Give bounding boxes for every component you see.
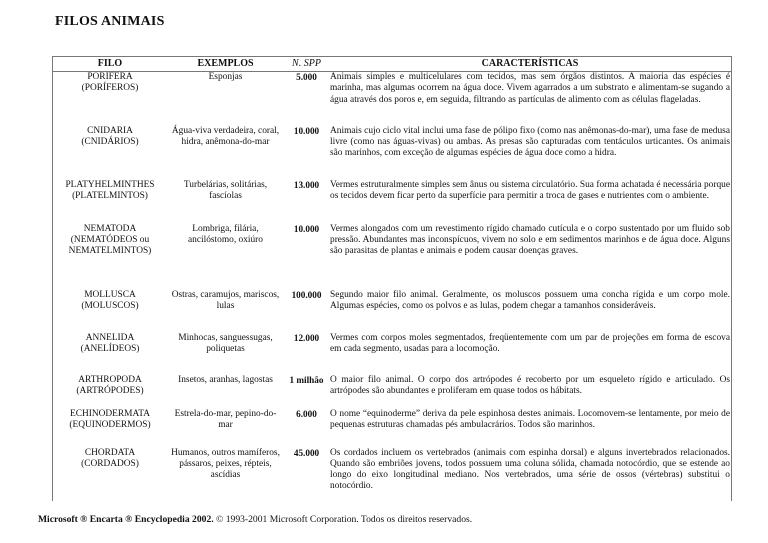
cell-caracteristicas: Os cordados incluem os vertebrados (animais com espinha dorsal) e alguns invertebrados relacionados. Quando são embriões jovens, todos possuem uma coluna sólida, chamada notocórdio, que se estende ao longo do eixo longitudinal mediano. Nos vertebrados, uma série de ossos (vértebras) substitui o notocórdio. (330, 447, 730, 492)
phyla-table (53, 57, 731, 504)
cell-nspp: 13.000 (293, 179, 320, 190)
header-nspp: N. SPP (284, 57, 329, 72)
table-row (53, 333, 731, 375)
filo-latin-name: NEMATODA (83, 223, 137, 234)
cell-exemplos: Ostras, caramujos, mariscos, lulas (171, 289, 280, 311)
table-row (53, 409, 731, 448)
cell-nspp: 1 milhão (289, 374, 324, 385)
cell-exemplos: Humanos, outros mamíferos, pássaros, peixes, répteis, ascídias (171, 447, 280, 481)
cell-caracteristicas: O nome “equinoderme” deriva da pele espinhosa destes animais. Locomovem-se lentamente, por meio de pequenas estruturas chamadas pés ambulacrários. Todos são marinhos. (330, 408, 730, 430)
cell-filo (53, 224, 167, 290)
filo-common-name: (EQUINODERMOS) (69, 419, 151, 430)
cell-nspp: 45.000 (293, 447, 320, 458)
filo-common-name: (MOLUSCOS) (81, 300, 139, 311)
footer-copyright: © 1993-2001 Microsoft Corporation. Todos os direitos reservados. (216, 514, 473, 525)
table-row (53, 290, 731, 333)
cell-caracteristicas: Vermes alongados com um revestimento rígido chamado cutícula e o corpo sustentado por um fluido sob pressão. Abundantes mas inconspícuos, vivem no solo e em sedimentos marinhos e de água doce. Alguns são parasitas de plantas e animais e podem causar doenças graves. (330, 223, 730, 257)
cell-filo (53, 333, 167, 375)
cell-filo (53, 290, 167, 333)
header-exemplos: EXEMPLOS (167, 57, 284, 72)
header-caracteristicas: CARACTERÍSTICAS (329, 57, 731, 72)
cell-nspp: 10.000 (293, 223, 320, 234)
table-row (53, 126, 731, 180)
cell-nspp: 12.000 (293, 332, 320, 343)
table-row (53, 448, 731, 504)
cell-caracteristicas: Segundo maior filo animal. Geralmente, os moluscos possuem uma concha rígida e um corpo mole. Algumas espécies, como os polvos e as lulas, podem chegar a tamanhos consideráveis. (330, 289, 730, 311)
cell-nspp: 100.000 (291, 289, 322, 300)
cell-exemplos: Turbelárias, solitárias, fascíolas (183, 179, 268, 201)
filo-latin-name: CNIDARIA (87, 125, 133, 136)
filo-common-name: (PORÍFEROS) (81, 83, 139, 94)
cell-exemplos: Minhocas, sanguessugas, poliquetas (178, 332, 273, 354)
cell-exemplos: Insetos, aranhas, lagostas (178, 374, 273, 385)
cell-nspp: 5.000 (296, 72, 317, 83)
table-row (53, 180, 731, 224)
page-title: FILOS ANIMAIS (55, 14, 165, 29)
filo-common-name: (ANELÍDEOS) (80, 343, 140, 354)
filo-latin-name: PORIFERA (87, 72, 133, 83)
cell-filo (53, 448, 167, 504)
cell-exemplos: Estrela-do-mar, pepino-do-mar (174, 408, 277, 430)
filo-common-name: (ARTRÓPODES) (76, 385, 144, 396)
filo-common-name: (NEMATÓDEOS ou NEMATELMINTOS) (68, 234, 152, 257)
table-header-row (53, 57, 731, 72)
footer-source: Microsoft ® Encarta ® Encyclopedia 2002. (38, 514, 214, 525)
cell-exemplos: Esponjas (208, 72, 243, 83)
filo-common-name: (PLATELMINTOS) (72, 190, 148, 201)
cell-filo (53, 375, 167, 409)
cell-filo (53, 72, 167, 126)
table-row (53, 375, 731, 409)
cell-filo (53, 126, 167, 180)
cell-exemplos: Lombriga, filária, ancilóstomo, oxiúro (188, 223, 263, 245)
filo-latin-name: PLATYHELMINTHES (65, 179, 155, 190)
filo-common-name: (CORDADOS) (81, 458, 139, 469)
cell-caracteristicas: Animais simples e multicelulares com tecidos, mas sem órgãos distintos. A maioria das espécies é marinha, mas algumas ocorrem na água doce. Vivem agarrados a um substrato e alimentam-se sugando a água através dos poros e, em seguida, filtrando as partículas de alimento com as células flageladas. (330, 72, 730, 105)
cell-nspp: 10.000 (293, 125, 320, 136)
filo-latin-name: CHORDATA (84, 447, 136, 458)
filo-latin-name: ECHINODERMATA (70, 408, 150, 419)
filo-latin-name: ANNELIDA (85, 332, 135, 343)
cell-nspp: 6.000 (296, 408, 317, 419)
header-filo: FILO (53, 57, 167, 72)
filo-latin-name: ARTHROPODA (78, 374, 142, 385)
cell-filo (53, 409, 167, 448)
footer-credit (38, 514, 472, 525)
table-row (53, 224, 731, 290)
cell-filo (53, 180, 167, 224)
cell-caracteristicas: Vermes com corpos moles segmentados, freqüentemente com um par de projeções em forma de escova em cada segmento, usadas para a locomoção. (330, 332, 730, 354)
cell-caracteristicas: Animais cujo ciclo vital inclui uma fase de pólipo fixo (como nas anêmonas-do-mar), uma fase de medusa livre (como nas águas-vivas) ou ambas. As presas são capturadas com tentáculos urticantes. Os animais são marinhos, com exceção de algumas espécies de água doce como a hidra. (330, 125, 730, 159)
table-row (53, 72, 731, 126)
filo-latin-name: MOLLUSCA (84, 289, 136, 300)
cell-exemplos: Água-viva verdadeira, coral, hidra, anêmona-do-mar (171, 125, 280, 147)
filo-common-name: (CNIDÁRIOS) (81, 136, 139, 147)
cell-caracteristicas: O maior filo animal. O corpo dos artrópodes é recoberto por um esqueleto rígido e articulado. Os artrópodes são abundantes e proliferam em quase todos os hábitats. (330, 374, 730, 396)
cell-caracteristicas: Vermes estruturalmente simples sem ânus ou sistema circulatório. Sua forma achatada é necessária porque os tecidos devem ficar perto da superfície para permitir a troca de gases e nutrientes com o ambiente. (330, 179, 730, 201)
phyla-table-container (52, 56, 732, 501)
